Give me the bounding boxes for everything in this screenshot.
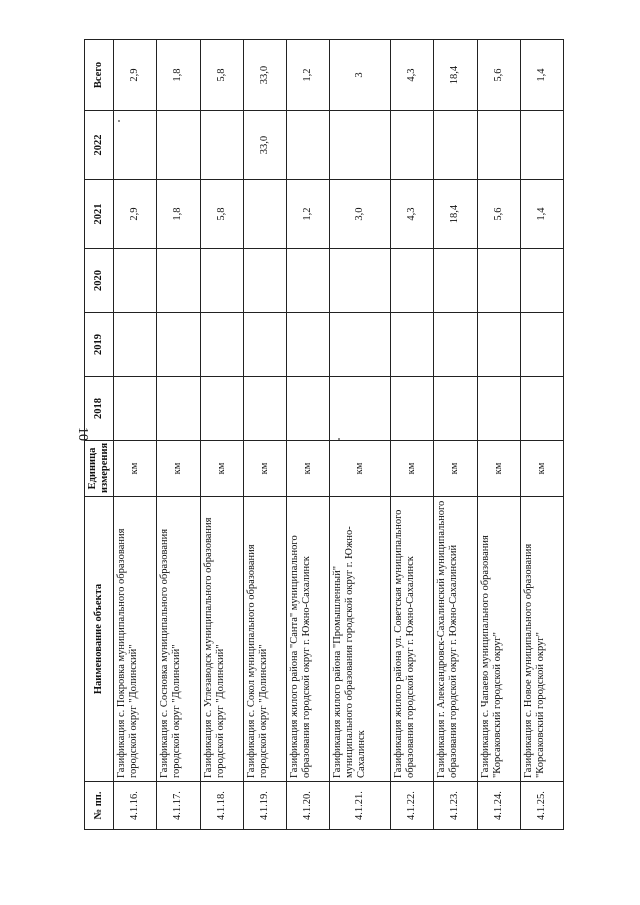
cell-y2022: 33,0	[243, 111, 286, 180]
cell-unit: км	[477, 441, 520, 497]
cell-num: 4.1.20.	[286, 782, 329, 830]
cell-y2019	[520, 313, 563, 377]
cell-unit: км	[286, 441, 329, 497]
cell-total: 5,8	[200, 40, 243, 111]
cell-total: 3	[330, 40, 391, 111]
cell-total: 1,2	[286, 40, 329, 111]
cell-y2020	[434, 249, 477, 313]
cell-total: 2,9	[114, 40, 157, 111]
cell-unit: км	[391, 441, 434, 497]
header-name: Наименование объекта	[85, 497, 114, 782]
cell-num: 4.1.17.	[157, 782, 200, 830]
cell-y2021: 5,6	[477, 180, 520, 249]
cell-y2022	[286, 111, 329, 180]
table-row	[286, 40, 329, 830]
cell-y2019	[286, 313, 329, 377]
table-header-row	[85, 40, 114, 830]
header-2022: 2022	[85, 111, 114, 180]
cell-name: Газификация с. Покровка муниципального образования городской округ "Долинский"	[114, 497, 157, 782]
cell-y2019	[200, 313, 243, 377]
cell-total: 5,6	[477, 40, 520, 111]
cell-name: Газификация г. Александровск-Сахалинский муниципального образования городской округ г. Южно-Сахалинский	[434, 497, 477, 782]
cell-y2018	[200, 377, 243, 441]
cell-name: Газификация с. Сосновка муниципального образования городской округ "Долинский"	[157, 497, 200, 782]
cell-y2022	[200, 111, 243, 180]
cell-total: 33,0	[243, 40, 286, 111]
cell-name: Газификация с. Сокол муниципального образования городской округ "Долинский"	[243, 497, 286, 782]
cell-y2018	[391, 377, 434, 441]
cell-y2022	[391, 111, 434, 180]
cell-unit: км	[114, 441, 157, 497]
cell-num: 4.1.18.	[200, 782, 243, 830]
cell-y2018	[520, 377, 563, 441]
cell-num: 4.1.19.	[243, 782, 286, 830]
cell-total: 1,4	[520, 40, 563, 111]
cell-y2021: 1,8	[157, 180, 200, 249]
cell-y2020	[330, 249, 391, 313]
cell-unit: км	[520, 441, 563, 497]
table-row	[477, 40, 520, 830]
cell-y2021	[243, 180, 286, 249]
cell-unit: км	[434, 441, 477, 497]
cell-total: 1,8	[157, 40, 200, 111]
cell-y2021: 1,4	[520, 180, 563, 249]
cell-unit: км	[330, 441, 391, 497]
cell-num: 4.1.22.	[391, 782, 434, 830]
cell-y2020	[391, 249, 434, 313]
cell-num: 4.1.23.	[434, 782, 477, 830]
cell-y2021: 3,0	[330, 180, 391, 249]
cell-y2020	[477, 249, 520, 313]
cell-y2019	[243, 313, 286, 377]
table-container	[84, 40, 564, 830]
header-2018: 2018	[85, 377, 114, 441]
cell-y2018	[114, 377, 157, 441]
cell-y2022	[477, 111, 520, 180]
objects-table	[84, 39, 564, 830]
table-row	[520, 40, 563, 830]
cell-y2022	[434, 111, 477, 180]
cell-y2019	[114, 313, 157, 377]
cell-y2020	[286, 249, 329, 313]
table-row	[391, 40, 434, 830]
cell-y2020	[157, 249, 200, 313]
table-row	[157, 40, 200, 830]
table-row	[243, 40, 286, 830]
cell-y2019	[477, 313, 520, 377]
cell-y2022	[330, 111, 391, 180]
cell-name: Газификация с. Углезаводск муниципального образования городской округ "Долинский"	[200, 497, 243, 782]
cell-y2020	[200, 249, 243, 313]
cell-num: 4.1.21.	[330, 782, 391, 830]
cell-y2018	[434, 377, 477, 441]
rotated-table-frame	[84, 40, 564, 830]
cell-name: Газификация жилого района "Санта" муниципального образования городской округ г. Южно-Сахалинск	[286, 497, 329, 782]
cell-num: 4.1.24.	[477, 782, 520, 830]
cell-y2022	[520, 111, 563, 180]
cell-y2021: 18,4	[434, 180, 477, 249]
cell-y2019	[330, 313, 391, 377]
cell-y2021: 5,8	[200, 180, 243, 249]
scan-speck	[118, 120, 120, 122]
cell-y2021: 1,2	[286, 180, 329, 249]
header-2021: 2021	[85, 180, 114, 249]
cell-unit: км	[200, 441, 243, 497]
page-number: 10	[75, 427, 90, 441]
cell-num: 4.1.25.	[520, 782, 563, 830]
table-row	[434, 40, 477, 830]
header-num: № пп.	[85, 782, 114, 830]
cell-y2018	[477, 377, 520, 441]
cell-y2018	[157, 377, 200, 441]
table-row	[330, 40, 391, 830]
table-row	[200, 40, 243, 830]
cell-name: Газификация жилого района "Промышленный" муниципального образования городской округ г. Южно-Сахалинск	[330, 497, 391, 782]
cell-y2021: 2,9	[114, 180, 157, 249]
cell-name: Газификация с. Чапаево муниципального образования "Корсаковский городской округ"	[477, 497, 520, 782]
cell-num: 4.1.16.	[114, 782, 157, 830]
cell-unit: км	[157, 441, 200, 497]
cell-y2019	[391, 313, 434, 377]
header-total: Всего	[85, 40, 114, 111]
header-unit: Единица измерения	[85, 441, 114, 497]
cell-y2018	[286, 377, 329, 441]
cell-y2019	[434, 313, 477, 377]
scan-speck	[338, 438, 340, 440]
cell-y2020	[243, 249, 286, 313]
cell-y2020	[520, 249, 563, 313]
cell-name: Газификация с. Новое муниципального образования "Корсаковский городской округ"	[520, 497, 563, 782]
cell-y2022	[157, 111, 200, 180]
header-2019: 2019	[85, 313, 114, 377]
cell-total: 18,4	[434, 40, 477, 111]
table-row	[114, 40, 157, 830]
header-2020: 2020	[85, 249, 114, 313]
cell-total: 4,3	[391, 40, 434, 111]
cell-y2019	[157, 313, 200, 377]
cell-name: Газификация жилого района ул. Советская муниципального образования городской округ г. Южно-Сахалинск	[391, 497, 434, 782]
cell-y2022	[114, 111, 157, 180]
cell-y2021: 4,3	[391, 180, 434, 249]
cell-y2018	[330, 377, 391, 441]
cell-y2018	[243, 377, 286, 441]
cell-unit: км	[243, 441, 286, 497]
cell-y2020	[114, 249, 157, 313]
